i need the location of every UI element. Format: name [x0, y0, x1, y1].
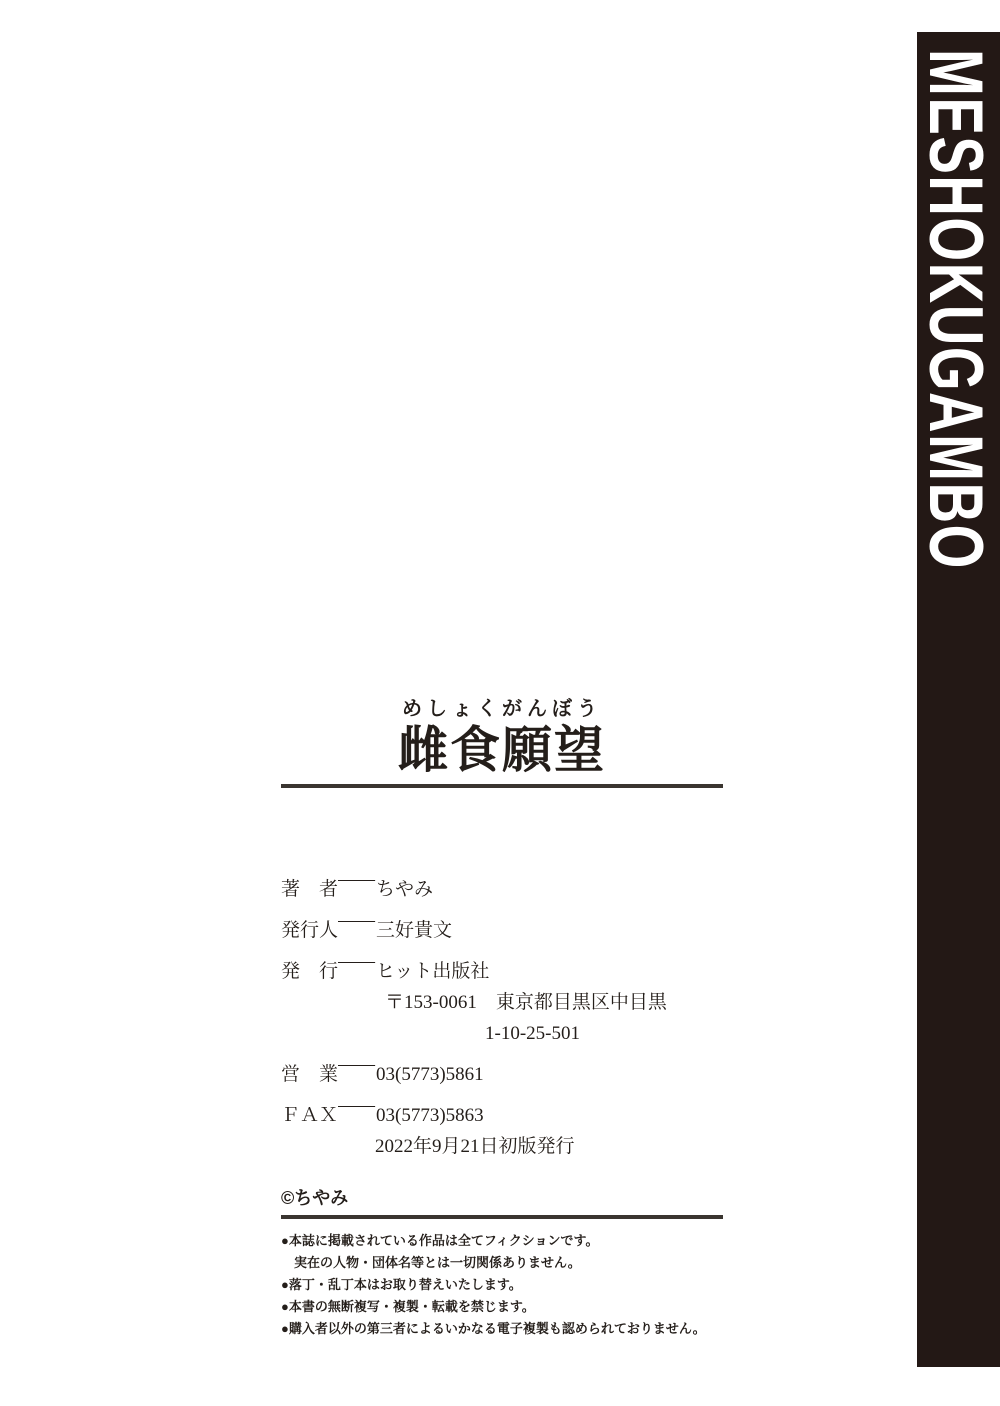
field-label: 営 業	[281, 1064, 339, 1085]
title-furigana: めしょくがんぼう	[402, 698, 602, 720]
address-row	[281, 987, 667, 1018]
publication-info	[281, 864, 667, 1162]
spine-title: MESHOKUGAMBO	[913, 49, 998, 570]
book-title: 雌食願望	[398, 722, 606, 778]
edition-date-row	[281, 1131, 667, 1162]
leader-dash: ——	[338, 910, 374, 931]
title-block	[281, 697, 723, 788]
leader-dash: ——	[338, 869, 374, 890]
field-label: 発行人	[281, 920, 339, 941]
disclaimer-notes	[281, 1230, 706, 1340]
fax-row	[281, 1090, 667, 1131]
leader-dash: ——	[338, 1054, 374, 1075]
leader-dash: ——	[338, 1095, 374, 1116]
title-rule	[281, 784, 723, 788]
field-value: ちやみ	[376, 879, 434, 900]
author-row	[281, 864, 667, 905]
field-value: 三好貴文	[376, 920, 453, 941]
sales-phone-row	[281, 1049, 667, 1090]
field-value: 03(5773)5863	[376, 1105, 484, 1126]
address-unit-value: 1-10-25-501	[485, 1023, 580, 1044]
leader-dash: ——	[338, 951, 374, 972]
publisher-row	[281, 946, 667, 987]
note-item-continuation: 実在の人物・団体名等とは一切関係ありません。	[294, 1255, 581, 1270]
field-label: ＦＡＸ	[281, 1105, 339, 1126]
note-item: ●本書の無断複写・複製・転載を禁じます。	[281, 1299, 535, 1314]
field-label: 発 行	[281, 961, 339, 982]
note-item: ●本誌に掲載されている作品は全てフィクションです。	[281, 1233, 599, 1248]
publisher-person-row	[281, 905, 667, 946]
edition-date-value: 2022年9月21日初版発行	[375, 1136, 575, 1157]
field-value: 03(5773)5861	[376, 1064, 484, 1085]
copyright-line: ©ちやみ	[281, 1188, 349, 1208]
address-unit-row	[281, 1018, 667, 1049]
field-value: ヒット出版社	[376, 961, 490, 982]
address-value: 〒153-0061 東京都目黒区中目黒	[385, 992, 667, 1013]
spine-bar	[913, 32, 1000, 1367]
note-item: ●購入者以外の第三者によるいかなる電子複製も認められておりません。	[281, 1321, 706, 1336]
field-label: 著 者	[281, 879, 339, 900]
note-item: ●落丁・乱丁本はお取り替えいたします。	[281, 1277, 522, 1292]
copyright-rule	[281, 1215, 723, 1219]
